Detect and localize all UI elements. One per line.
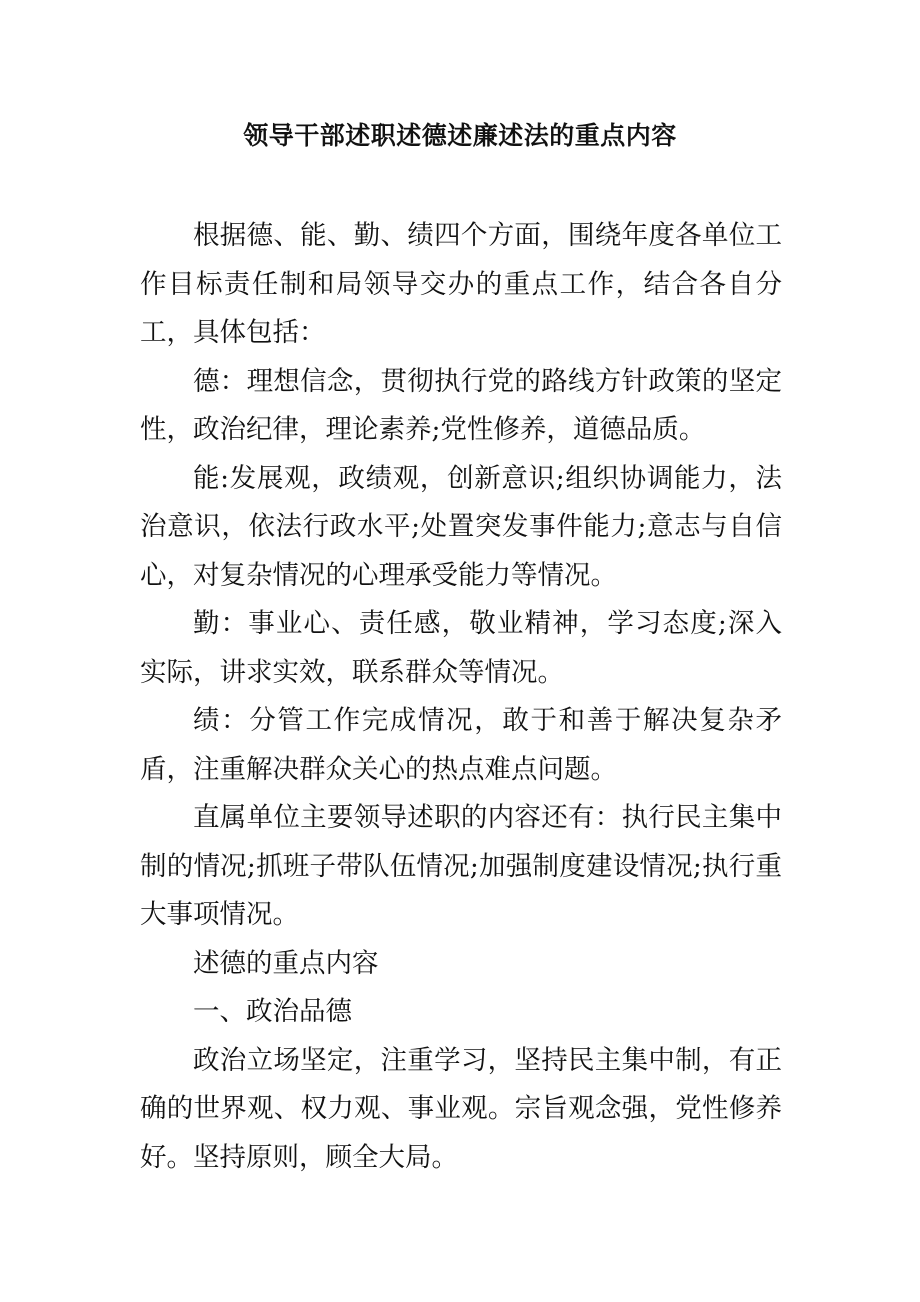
document-title: 领导干部述职述德述廉述法的重点内容 <box>243 121 677 150</box>
paragraph-political-virtue: 政治立场坚定，注重学习，坚持民主集中制，有正确的世界观、权力观、事业观。宗旨观念强，党性修养好。坚持原则，顾全大局。 <box>140 1044 782 1173</box>
paragraph-de: 德：理想信念，贯彻执行党的路线方针政策的坚定性，政治纪律，理论素养;党性修养，道德品质。 <box>140 365 782 445</box>
paragraph-ji: 绩：分管工作完成情况，敢于和善于解决复杂矛盾，注重解决群众关心的热点难点问题。 <box>140 705 782 785</box>
paragraph-neng: 能:发展观，政绩观，创新意识;组织协调能力，法治意识，依法行政水平;处置突发事件能力;意志与自信心，对复杂情况的心理承受能力等情况。 <box>140 462 782 591</box>
paragraph-direct-units: 直属单位主要领导述职的内容还有：执行民主集中制的情况;抓班子带队伍情况;加强制度建设情况;执行重大事项情况。 <box>140 802 782 930</box>
subsection-heading: 一、政治品德 <box>193 996 352 1027</box>
document-body <box>140 212 782 1182</box>
paragraph-intro: 根据德、能、勤、绩四个方面，围绕年度各单位工作目标责任制和局领导交办的重点工作，结合各自分工，具体包括： <box>140 220 782 348</box>
section-heading: 述德的重点内容 <box>193 947 379 979</box>
paragraph-qin: 勤：事业心、责任感，敬业精神，学习态度;深入实际，讲求实效，联系群众等情况。 <box>140 608 782 688</box>
